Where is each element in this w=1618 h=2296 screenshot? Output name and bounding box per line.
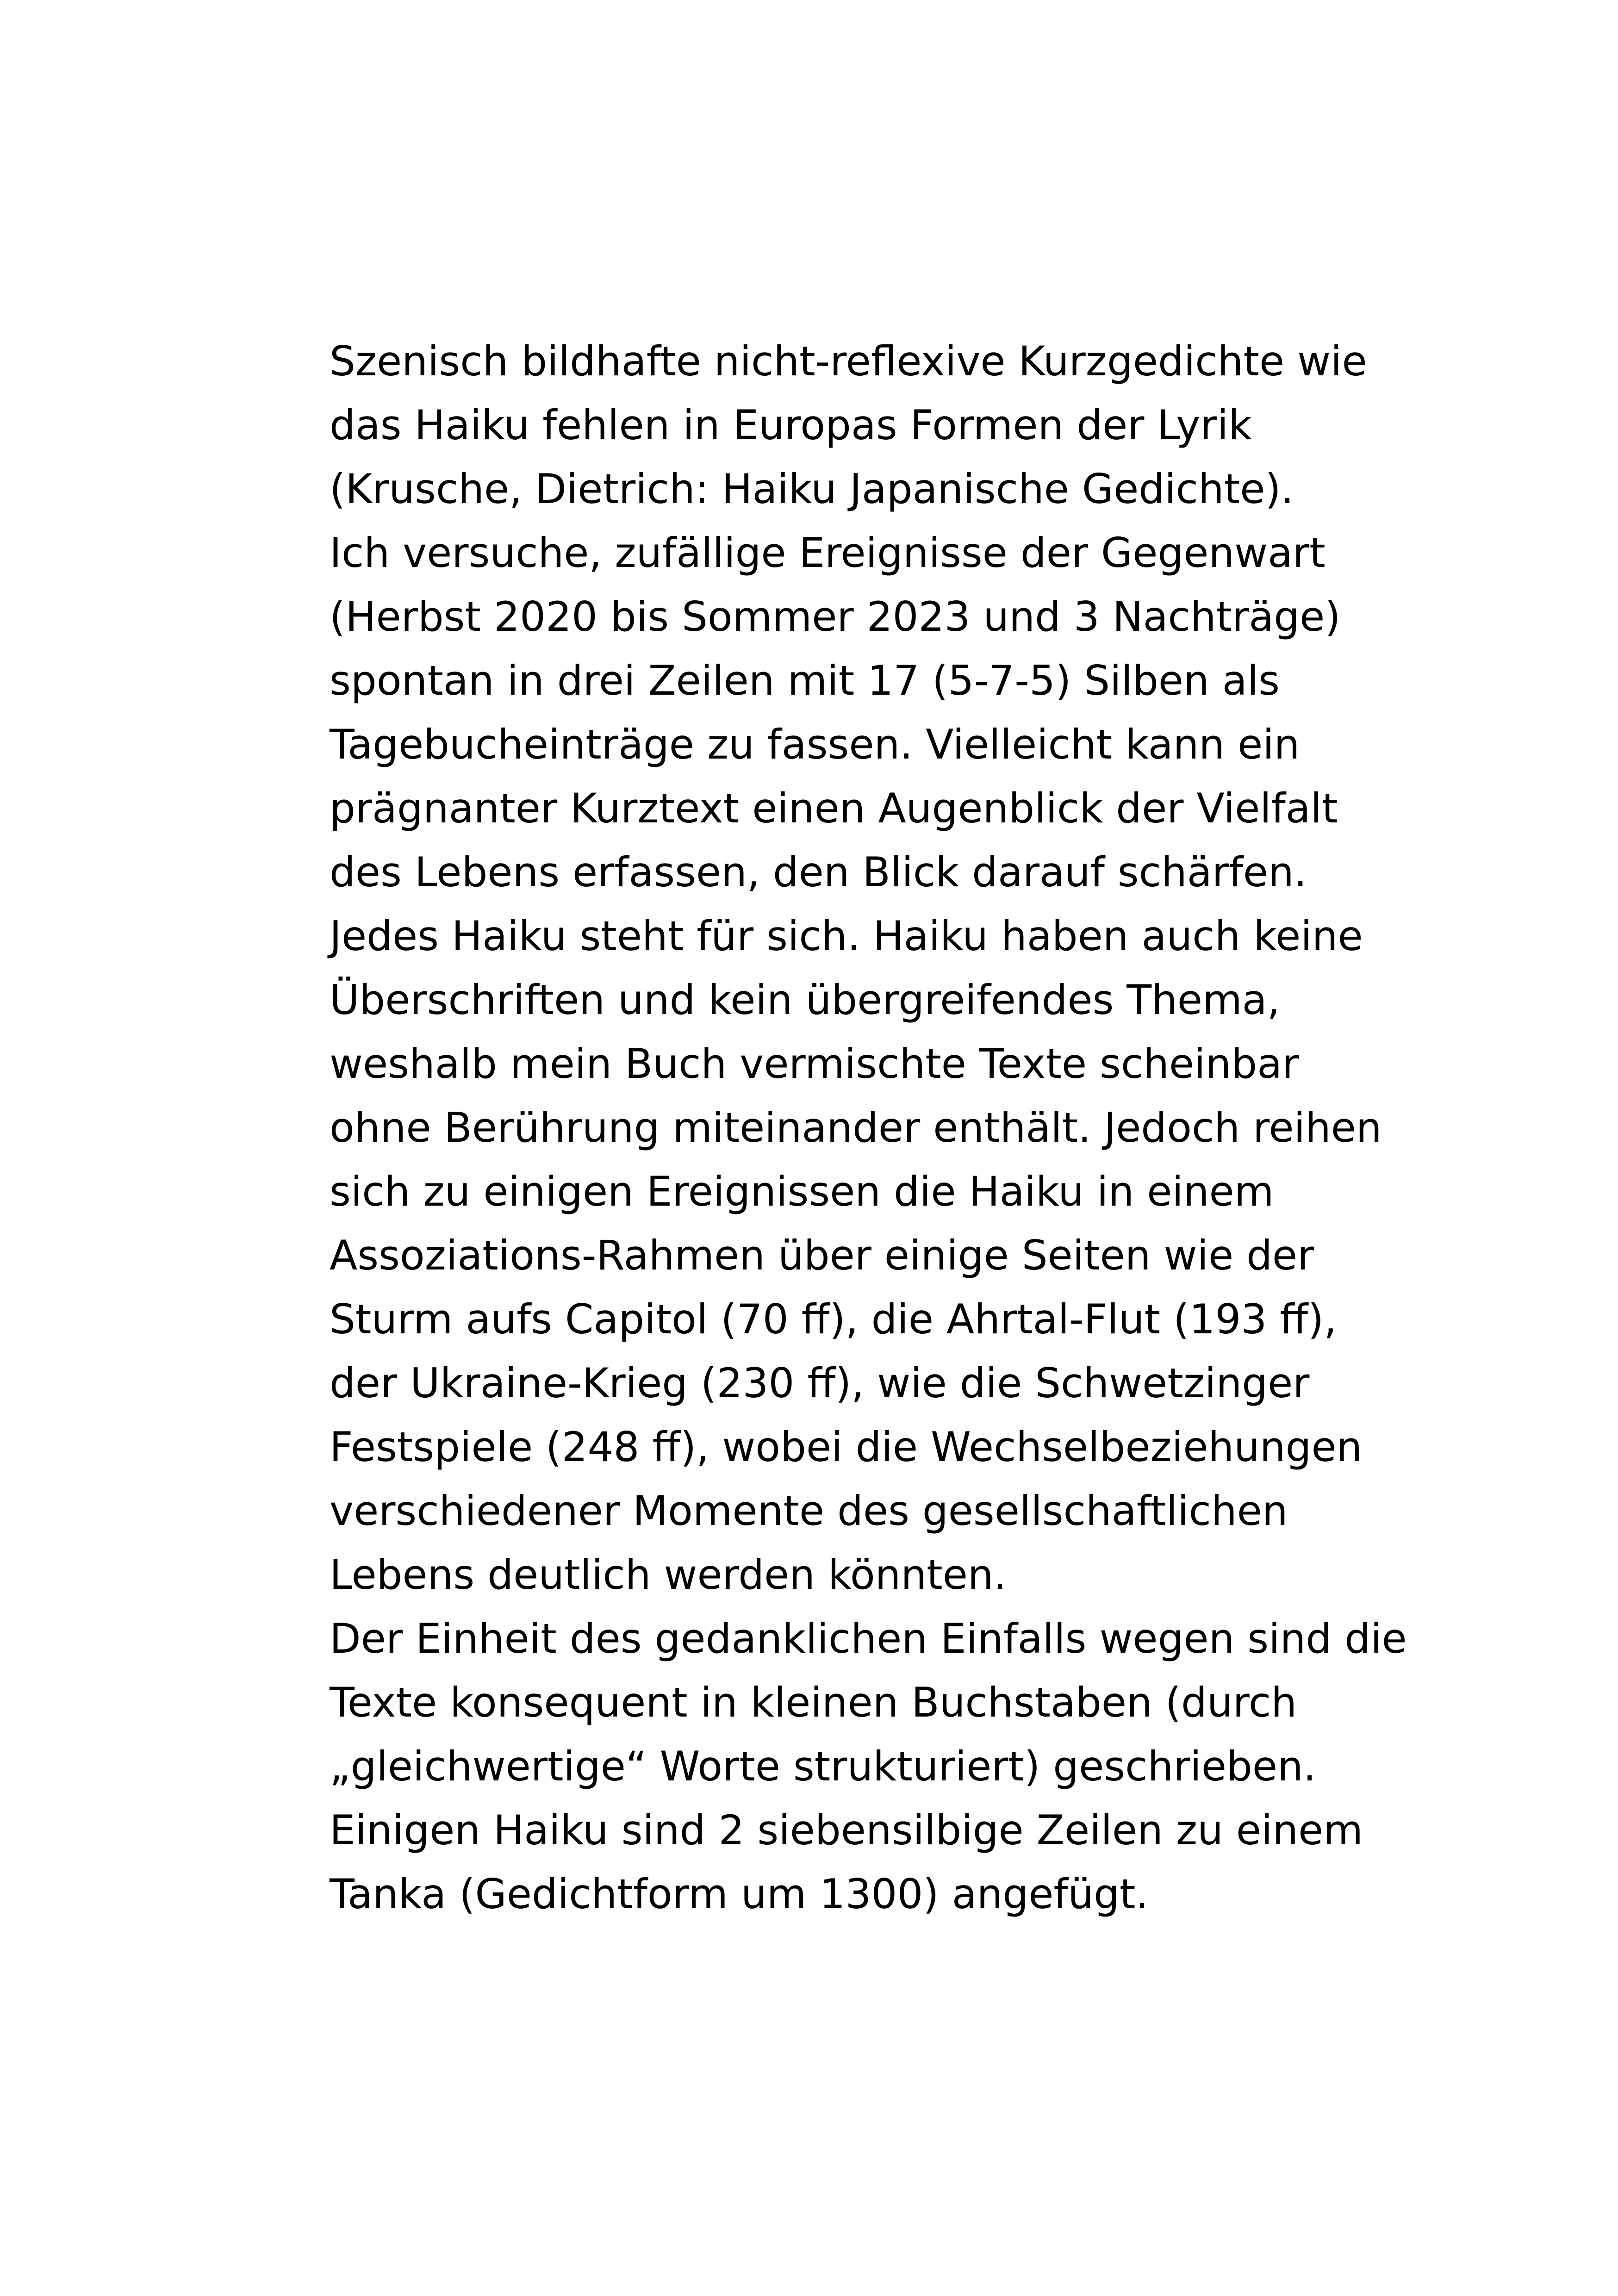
body-text xyxy=(330,330,1450,1926)
text-line: verschiedener Momente des gesellschaftlichen xyxy=(330,1487,1288,1535)
text-line: des Lebens erfassen, den Blick darauf schärfen. xyxy=(330,848,1307,896)
text-line: Überschriften und kein übergreifendes Thema, xyxy=(330,976,1280,1024)
text-line: (Krusche, Dietrich: Haiku Japanische Gedichte). xyxy=(330,465,1294,513)
text-line: Lebens deutlich werden könnten. xyxy=(330,1551,1007,1599)
text-line: Tagebucheinträge zu fassen. Vielleicht kann ein xyxy=(330,721,1300,768)
text-line: Assoziations-Rahmen über einige Seiten wie der xyxy=(330,1232,1314,1279)
text-line: „gleichwertige“ Worte strukturiert) geschrieben. xyxy=(330,1742,1316,1790)
text-line: Tanka (Gedichtform um 1300) angefügt. xyxy=(330,1870,1149,1918)
text-line: der Ukraine-Krieg (230 ff), wie die Schwetzinger xyxy=(330,1359,1310,1407)
text-line: prägnanter Kurztext einen Augenblick der Vielfalt xyxy=(330,784,1338,832)
text-line: das Haiku fehlen in Europas Formen der Lyrik xyxy=(330,401,1252,449)
text-line: sich zu einigen Ereignissen die Haiku in einem xyxy=(330,1168,1274,1215)
text-line: Der Einheit des gedanklichen Einfalls wegen sind die xyxy=(330,1615,1407,1662)
text-line: (Herbst 2020 bis Sommer 2023 und 3 Nachträge) xyxy=(330,593,1341,641)
text-line: Jedes Haiku steht für sich. Haiku haben auch keine xyxy=(330,912,1363,960)
text-line: Szenisch bildhafte nicht-reflexive Kurzgedichte wie xyxy=(330,337,1367,385)
text-line: Sturm aufs Capitol (70 ff), die Ahrtal-Flut (193 ff), xyxy=(330,1295,1337,1343)
text-line: Festspiele (248 ff), wobei die Wechselbeziehungen xyxy=(330,1423,1363,1471)
text-line: ohne Berührung miteinander enthält. Jedoch reihen xyxy=(330,1104,1382,1151)
text-line: Einigen Haiku sind 2 siebensilbige Zeilen zu einem xyxy=(330,1806,1363,1854)
text-line: Ich versuche, zufällige Ereignisse der Gegenwart xyxy=(330,529,1326,577)
text-line: spontan in drei Zeilen mit 17 (5-7-5) Silben als xyxy=(330,657,1280,704)
text-line: weshalb mein Buch vermischte Texte scheinbar xyxy=(330,1040,1299,1088)
text-line: Texte konsequent in kleinen Buchstaben (durch xyxy=(330,1679,1297,1726)
